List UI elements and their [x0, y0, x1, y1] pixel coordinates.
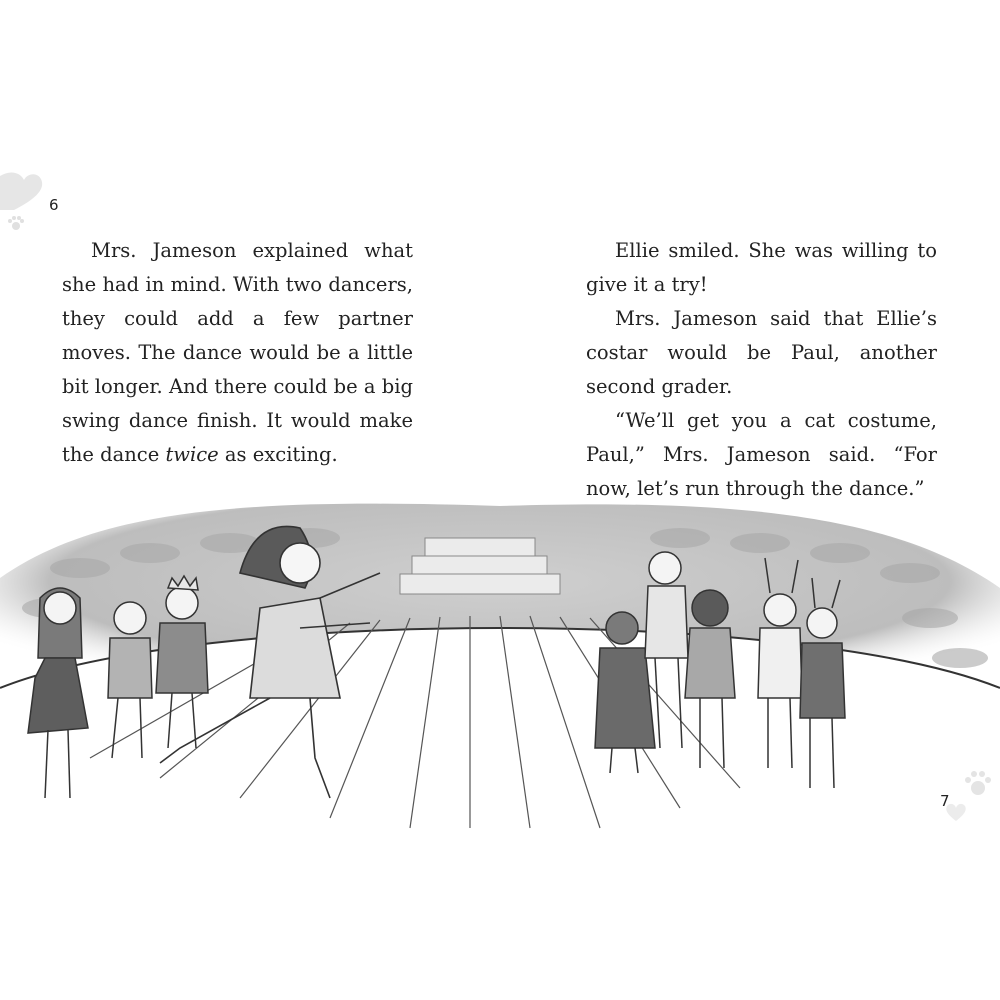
emphasis-text: twice	[165, 443, 219, 466]
stage-illustration	[0, 498, 1000, 838]
heart-decoration-icon	[0, 168, 45, 213]
left-page-text	[62, 234, 413, 472]
page-number-left: 6	[49, 196, 59, 214]
right-page-text	[586, 234, 937, 506]
page-number-right: 7	[940, 792, 950, 810]
paragraph: “We’ll get you a cat costume, Paul,” Mrs. Jameson said. “For now, let’s run through the dance.”	[586, 409, 937, 500]
paragraph: Mrs. Jameson explained what she had in mind. With two dancers, they could add a few partner moves. The dance would be a little bit longer. And there could be a big swing dance finish. It would make the dance twice as exciting.	[62, 239, 413, 466]
paragraph: Mrs. Jameson said that Ellie’s costar would be Paul, another second grader.	[586, 307, 937, 398]
paw-print-icon	[962, 768, 994, 798]
paw-print-icon	[6, 214, 26, 232]
paragraph: Ellie smiled. She was willing to give it a try!	[586, 239, 937, 296]
